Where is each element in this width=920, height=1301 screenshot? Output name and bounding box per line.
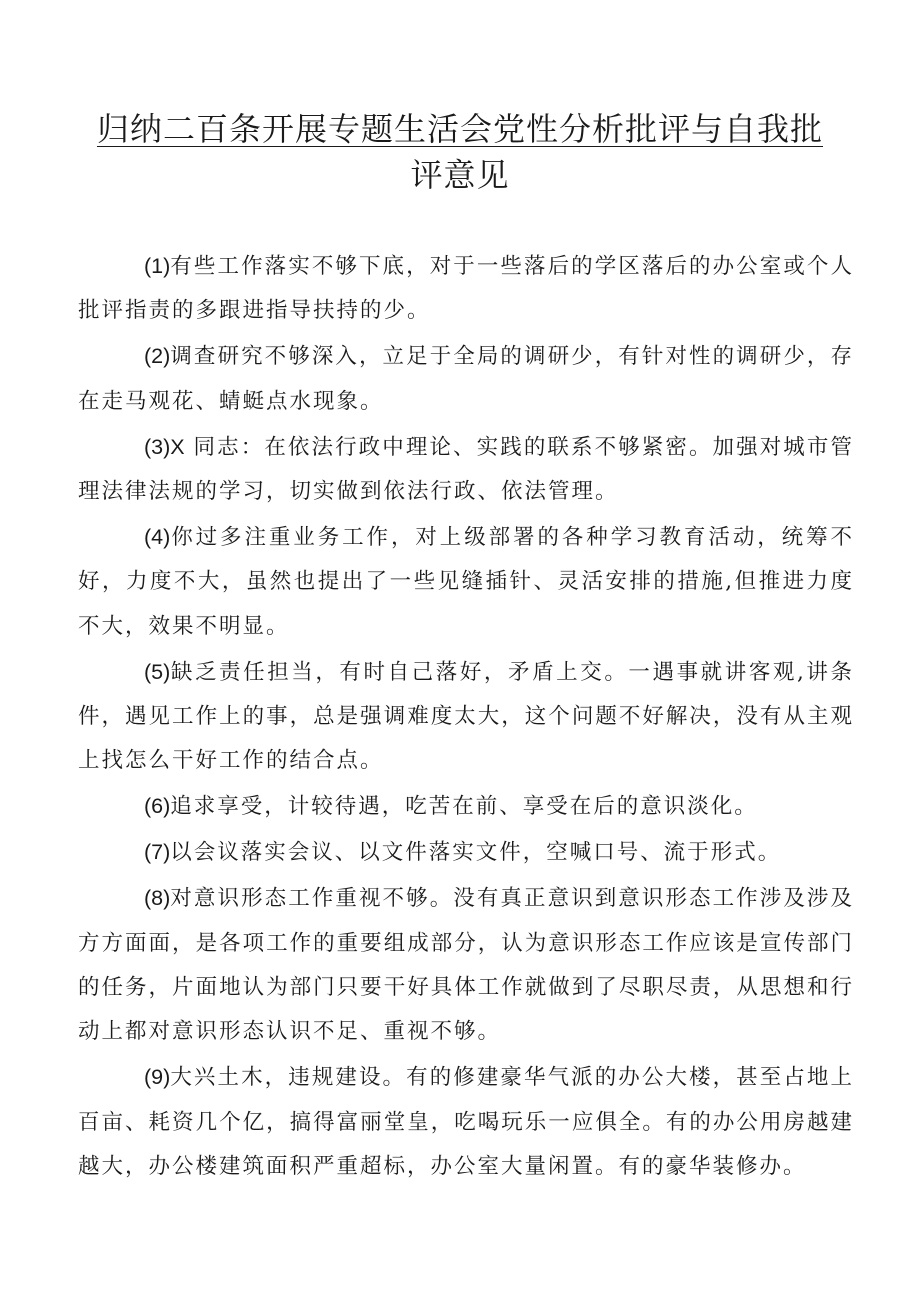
item-number: (7)	[144, 840, 171, 865]
paragraph-text: 调查研究不够深入，立足于全局的调研少，有针对性的调研少，存在走马观花、蜻蜓点水现象。	[78, 344, 854, 414]
paragraph-6	[78, 784, 854, 829]
item-number: (8)	[144, 886, 171, 911]
paragraph-2	[78, 334, 854, 424]
item-number: (2)	[144, 344, 171, 369]
paragraph-text: 同志：在依法行政中理论、实践的联系不够紧密。加强对城市管理法律法规的学习，切实做到依法行政、依法管理。	[78, 434, 854, 505]
item-number: (6)	[144, 794, 171, 819]
paragraph-9	[78, 1055, 854, 1189]
paragraph-text: 以会议落实会议、以文件落实文件，空喊口号、流于形式。	[170, 840, 782, 866]
paragraph-text: 缺乏责任担当，有时自己落好，矛盾上交。一遇事就讲客观,讲条件，遇见工作上的事，总是强调难度太大，这个问题不好解决，没有从主观上找怎么干好工作的结合点。	[78, 659, 854, 774]
item-number: (5)	[144, 659, 171, 684]
paragraph-7	[78, 830, 854, 875]
paragraph-4	[78, 515, 854, 649]
title-line-2: 评意见	[410, 156, 510, 194]
title-line-1: 归纳二百条开展专题生活会党性分析批评与自我批	[96, 110, 823, 148]
paragraph-8	[78, 876, 854, 1055]
paragraph-text: 有些工作落实不够下底，对于一些落后的学区落后的办公室或个人批评指责的多跟进指导扶持的少。	[78, 254, 854, 324]
item-number: (1)	[144, 254, 171, 278]
page-title	[80, 106, 840, 198]
paragraph-3	[78, 425, 854, 515]
paragraph-text: 大兴土木，违规建设。有的修建豪华气派的办公大楼，甚至占地上百亩、耗资几个亿，搞得富丽堂皇，吃喝玩乐一应俱全。有的办公用房越建越大，办公楼建筑面积严重超标，办公室大量闲置。有的豪华装修办。	[78, 1065, 854, 1180]
paragraph-text: 追求享受，计较待遇，吃苦在前、享受在后的意识淡化。	[170, 794, 758, 820]
paragraph-text: 你过多注重业务工作，对上级部署的各种学习教育活动，统筹不好，力度不大，虽然也提出了一些见缝插针、灵活安排的措施,但推进力度不大，效果不明显。	[78, 524, 854, 639]
item-number: (4)	[144, 524, 171, 549]
paragraph-5	[78, 650, 854, 784]
paragraph-1	[78, 244, 854, 334]
item-number: (9)	[144, 1065, 171, 1090]
document-body	[78, 244, 854, 1190]
paragraph-text: 对意识形态工作重视不够。没有真正意识到意识形态工作涉及涉及方方面面，是各项工作的重要组成部分，认为意识形态工作应该是宣传部门的任务，片面地认为部门只要干好具体工作就做到了尽职尽责，从思想和行动上都对意识形态认识不足、重视不够。	[78, 886, 854, 1045]
item-number: (3)X	[144, 434, 185, 459]
